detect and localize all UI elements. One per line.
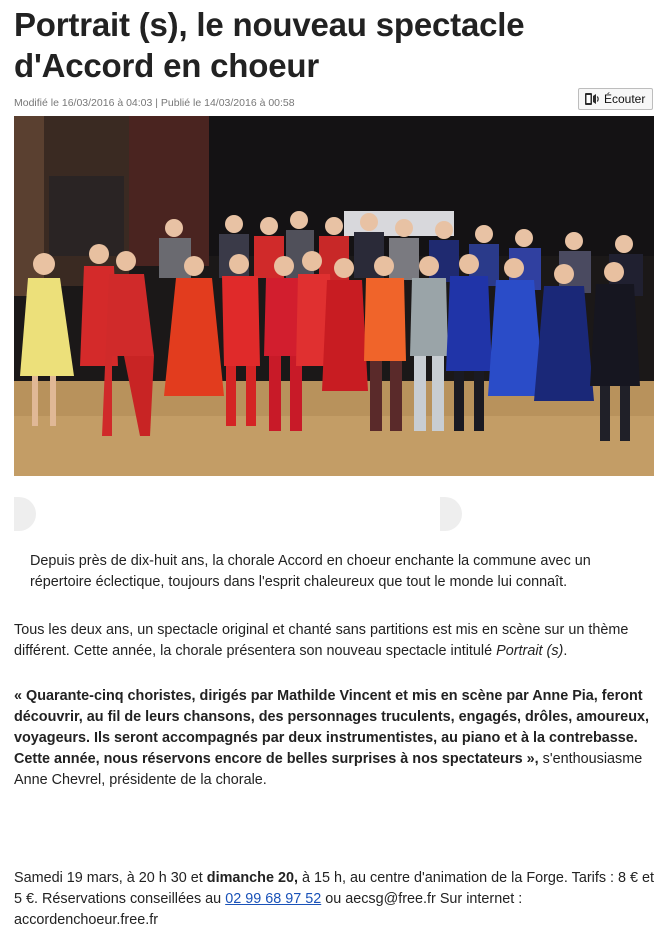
event-info	[14, 868, 660, 931]
paragraph-end: .	[563, 643, 568, 659]
event-date: Samedi 19 mars, à 20 h 30 et	[14, 870, 207, 886]
show-title: Portrait (s)	[496, 643, 564, 659]
choir-photo	[14, 116, 654, 476]
event-details: à 15 h, au centre d'animation de la Forge. Tarifs : 8 € et 5 €. Réservations conseillées au	[14, 870, 655, 907]
article-meta: Modifié le 16/03/2016 à 04:03 | Publié le 14/03/2016 à 00:58	[14, 97, 295, 109]
article-paragraph	[14, 620, 654, 662]
listen-button[interactable]	[578, 88, 653, 110]
event-contact: ou aecsg@free.fr Sur internet : accordenchoeur.free.fr	[14, 891, 523, 928]
carousel-next-handle[interactable]	[440, 497, 462, 531]
quote-attribution: s'enthousiasme Anne Chevrel, présidente de la chorale.	[14, 751, 643, 788]
event-second-date: dimanche 20,	[206, 870, 298, 886]
quote-text: « Quarante-cinq choristes, dirigés par Mathilde Vincent et mis en scène par Anne Pia, feront découvrir, au fil de leurs chansons, des personnages truculents, engagés, drôles, amoureux, voyageurs. Ils seront accompagnés par deux instrumentistes, au piano et à la contrebasse. Cette année, nous réservons encore de belles surprises à nos spectateurs »,	[14, 688, 649, 767]
article-title: Portrait (s), le nouveau spectacle d'Accord en choeur	[14, 6, 525, 84]
paragraph-text: Tous les deux ans, un spectacle original et chanté sans partitions est mis en scène sur un thème différent. Cette année, la chorale présentera son nouveau spectacle intitulé	[14, 622, 629, 659]
article-quote	[14, 686, 654, 791]
carousel-prev-handle[interactable]	[14, 497, 36, 531]
listen-label: Écouter	[604, 92, 646, 106]
speaker-icon	[584, 92, 600, 106]
phone-link[interactable]: 02 99 68 97 52	[225, 891, 322, 907]
article-intro: Depuis près de dix-huit ans, la chorale Accord en choeur enchante la commune avec un répertoire éclectique, toujours dans l'esprit chaleureux que tout le monde lui connaît.	[30, 553, 591, 590]
